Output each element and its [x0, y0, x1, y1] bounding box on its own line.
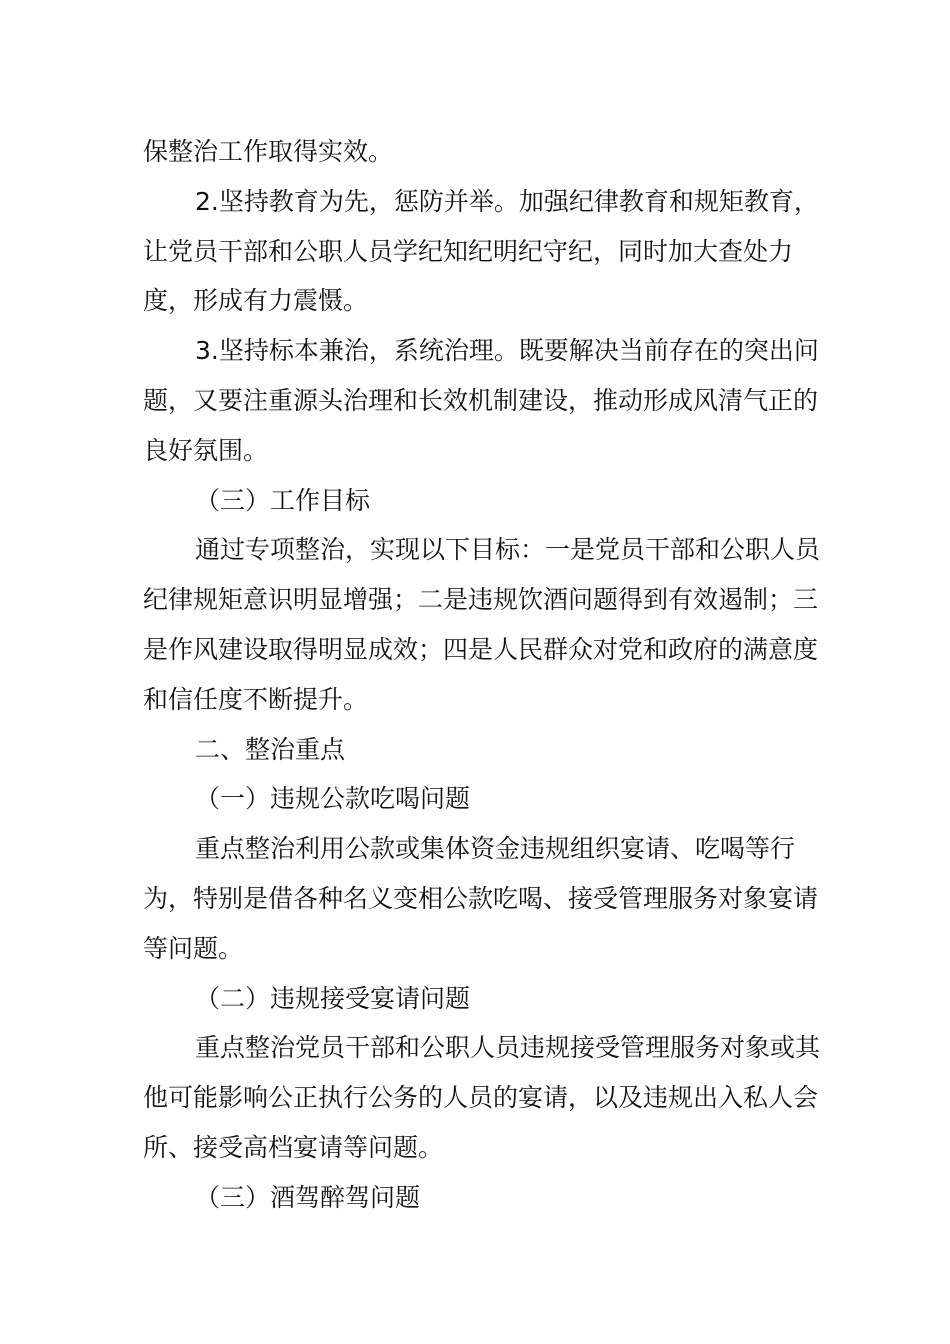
paragraph-principle-2: 2.坚持教育为先，惩防并举。加强纪律教育和规矩教育，让党员干部和公职人员学纪知纪明纪守纪，同时加大查处力度，形成有力震慑。	[143, 186, 819, 316]
heading-public-funds-dining: （一）违规公款吃喝问题	[195, 784, 471, 814]
paragraph-public-funds-dining: 重点整治利用公款或集体资金违规组织宴请、吃喝等行为，特别是借各种名义变相公款吃喝、接受管理服务对象宴请等问题。	[143, 834, 819, 963]
document-body	[143, 127, 833, 1223]
heading-work-goals: （三）工作目标	[195, 485, 371, 515]
paragraph-goals: 通过专项整治，实现以下目标：一是党员干部和公职人员纪律规矩意识明显增强；二是违规饮酒问题得到有效遏制；三是作风建设取得明显成效；四是人民群众对党和政府的满意度和信任度不断提升。	[143, 535, 821, 714]
heading-accepting-banquets: （二）违规接受宴请问题	[195, 983, 471, 1013]
heading-focus-areas: 二、整治重点	[195, 734, 346, 764]
heading-drunk-driving: （三）酒驾醉驾问题	[195, 1182, 421, 1212]
paragraph-accepting-banquets: 重点整治党员干部和公职人员违规接受管理服务对象或其他可能影响公正执行公务的人员的宴请，以及违规出入私人会所、接受高档宴请等问题。	[143, 1033, 821, 1162]
paragraph-principle-3: 3.坚持标本兼治，系统治理。既要解决当前存在的突出问题，又要注重源头治理和长效机制建设，推动形成风清气正的良好氛围。	[143, 336, 819, 465]
paragraph-continuation: 保整治工作取得实效。	[143, 137, 394, 166]
